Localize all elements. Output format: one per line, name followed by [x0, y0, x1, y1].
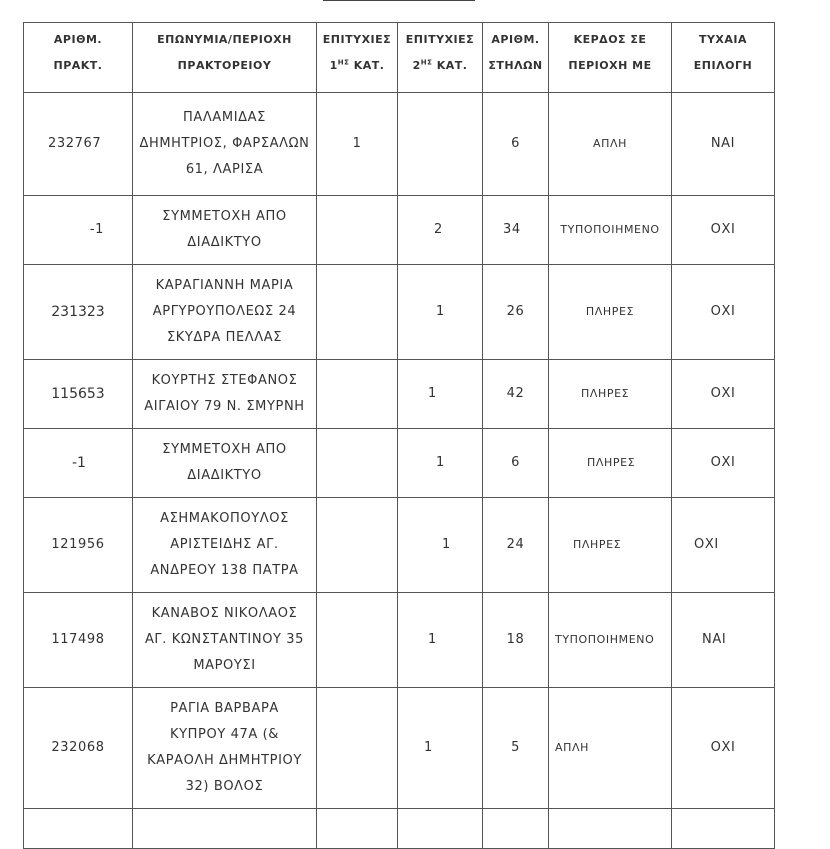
- gain-area-cell: ΤΥΠΟΠΟΙΗΜΕΝΟ: [549, 593, 672, 688]
- gain-area-cell: ΠΛΗΡΕΣ: [549, 265, 672, 360]
- wins-second-cell: [398, 93, 483, 196]
- table-row: [24, 360, 775, 429]
- table-row: [24, 498, 775, 593]
- random-cell: ΝΑΙ: [672, 93, 775, 196]
- columns-cell: 42: [483, 360, 549, 429]
- agent-id-cell: 117498: [24, 593, 133, 688]
- table-row: [24, 265, 775, 360]
- table-row: [24, 809, 775, 849]
- name-area-cell: ΚΑΡΑΓΙΑΝΝΗ ΜΑΡΙΑ ΑΡΓΥΡΟΥΠΟΛΕΩΣ 24 ΣΚΥΔΡΑ ΠΕΛΛΑΣ: [133, 265, 317, 360]
- columns-cell: 26: [483, 265, 549, 360]
- table-row: [24, 688, 775, 809]
- header-random: ΤΥΧΑΙΑ ΕΠΙΛΟΓΗ: [672, 23, 775, 93]
- top-rule: [323, 0, 475, 1]
- table-row: [24, 196, 775, 265]
- columns-cell: 18: [483, 593, 549, 688]
- columns-cell: [483, 809, 549, 849]
- gain-area-cell: ΠΛΗΡΕΣ: [549, 360, 672, 429]
- wins-second-cell: 1: [398, 360, 483, 429]
- header-gain-area: ΚΕΡΔΟΣ ΣΕ ΠΕΡΙΟΧΗ ΜΕ: [549, 23, 672, 93]
- columns-cell: 6: [483, 93, 549, 196]
- wins-second-cell: 1: [398, 593, 483, 688]
- agent-id-cell: [24, 809, 133, 849]
- wins-first-cell: [317, 593, 398, 688]
- gain-area-cell: ΠΛΗΡΕΣ: [549, 429, 672, 498]
- wins-first-cell: [317, 196, 398, 265]
- wins-first-cell: [317, 498, 398, 593]
- agent-id-cell: 232068: [24, 688, 133, 809]
- wins-first-cell: [317, 360, 398, 429]
- agent-id-cell: -1: [24, 196, 133, 265]
- name-area-cell: ΣΥΜΜΕΤΟΧΗ ΑΠΟ ΔΙΑΔΙΚΤΥΟ: [133, 429, 317, 498]
- name-area-cell: ΣΥΜΜΕΤΟΧΗ ΑΠΟ ΔΙΑΔΙΚΤΥΟ: [133, 196, 317, 265]
- random-cell: ΟΧΙ: [672, 196, 775, 265]
- header-row: [24, 23, 775, 93]
- random-cell: ΟΧΙ: [672, 429, 775, 498]
- table-row: [24, 429, 775, 498]
- wins-second-cell: 1: [398, 265, 483, 360]
- header-name-area: ΕΠΩΝΥΜΙΑ/ΠΕΡΙΟΧΗ ΠΡΑΚΤΟΡΕΙΟΥ: [133, 23, 317, 93]
- header-wins-second: ΕΠΙΤΥΧΙΕΣ $2^{H\Sigma}$ ΚΑΤ.: [398, 23, 483, 93]
- columns-cell: 24: [483, 498, 549, 593]
- gain-area-cell: ΑΠΛΗ: [549, 93, 672, 196]
- random-cell: ΟΧΙ: [672, 688, 775, 809]
- gain-area-cell: ΠΛΗΡΕΣ: [549, 498, 672, 593]
- agent-id-cell: 231323: [24, 265, 133, 360]
- header-columns: ΑΡΙΘΜ. ΣΤΗΛΩΝ: [483, 23, 549, 93]
- random-cell: ΟΧΙ: [672, 360, 775, 429]
- name-area-cell: ΚΑΝΑΒΟΣ ΝΙΚΟΛΑΟΣ ΑΓ. ΚΩΝΣΤΑΝΤΙΝΟΥ 35 ΜΑΡΟΥΣΙ: [133, 593, 317, 688]
- wins-second-cell: [398, 809, 483, 849]
- agent-id-cell: 232767: [24, 93, 133, 196]
- agent-id-cell: 121956: [24, 498, 133, 593]
- header-agent-id: ΑΡΙΘΜ. ΠΡΑΚΤ.: [24, 23, 133, 93]
- gain-area-cell: [549, 809, 672, 849]
- random-cell: ΝΑΙ: [672, 593, 775, 688]
- gain-area-cell: ΤΥΠΟΠΟΙΗΜΕΝΟ: [549, 196, 672, 265]
- header-wins-first: ΕΠΙΤΥΧΙΕΣ $1^{H\Sigma}$ ΚΑΤ.: [317, 23, 398, 93]
- name-area-cell: ΠΑΛΑΜΙΔΑΣ ΔΗΜΗΤΡΙΟΣ, ΦΑΡΣΑΛΩΝ 61, ΛΑΡΙΣΑ: [133, 93, 317, 196]
- columns-cell: 5: [483, 688, 549, 809]
- random-cell: ΟΧΙ: [672, 265, 775, 360]
- table-row: [24, 93, 775, 196]
- random-cell: ΟΧΙ: [672, 498, 775, 593]
- wins-first-cell: 1: [317, 93, 398, 196]
- agent-id-cell: -1: [24, 429, 133, 498]
- wins-first-cell: [317, 265, 398, 360]
- wins-second-cell: 1: [398, 688, 483, 809]
- columns-cell: 34: [483, 196, 549, 265]
- name-area-cell: ΑΣΗΜΑΚΟΠΟΥΛΟΣ ΑΡΙΣΤΕΙΔΗΣ ΑΓ. ΑΝΔΡΕΟΥ 138 ΠΑΤΡΑ: [133, 498, 317, 593]
- wins-first-cell: [317, 429, 398, 498]
- name-area-cell: ΚΟΥΡΤΗΣ ΣΤΕΦΑΝΟΣ ΑΙΓΑΙΟΥ 79 Ν. ΣΜΥΡΝΗ: [133, 360, 317, 429]
- name-area-cell: ΡΑΓΙΑ ΒΑΡΒΑΡΑ ΚΥΠΡΟΥ 47Α (& ΚΑΡΑΟΛΗ ΔΗΜΗΤΡΙΟΥ 32) ΒΟΛΟΣ: [133, 688, 317, 809]
- agent-id-cell: 115653: [24, 360, 133, 429]
- wins-second-cell: 2: [398, 196, 483, 265]
- winners-table: [23, 22, 775, 849]
- wins-first-cell: [317, 688, 398, 809]
- gain-area-cell: ΑΠΛΗ: [549, 688, 672, 809]
- columns-cell: 6: [483, 429, 549, 498]
- name-area-cell: [133, 809, 317, 849]
- wins-first-cell: [317, 809, 398, 849]
- random-cell: [672, 809, 775, 849]
- wins-second-cell: 1: [398, 498, 483, 593]
- table-row: [24, 593, 775, 688]
- wins-second-cell: 1: [398, 429, 483, 498]
